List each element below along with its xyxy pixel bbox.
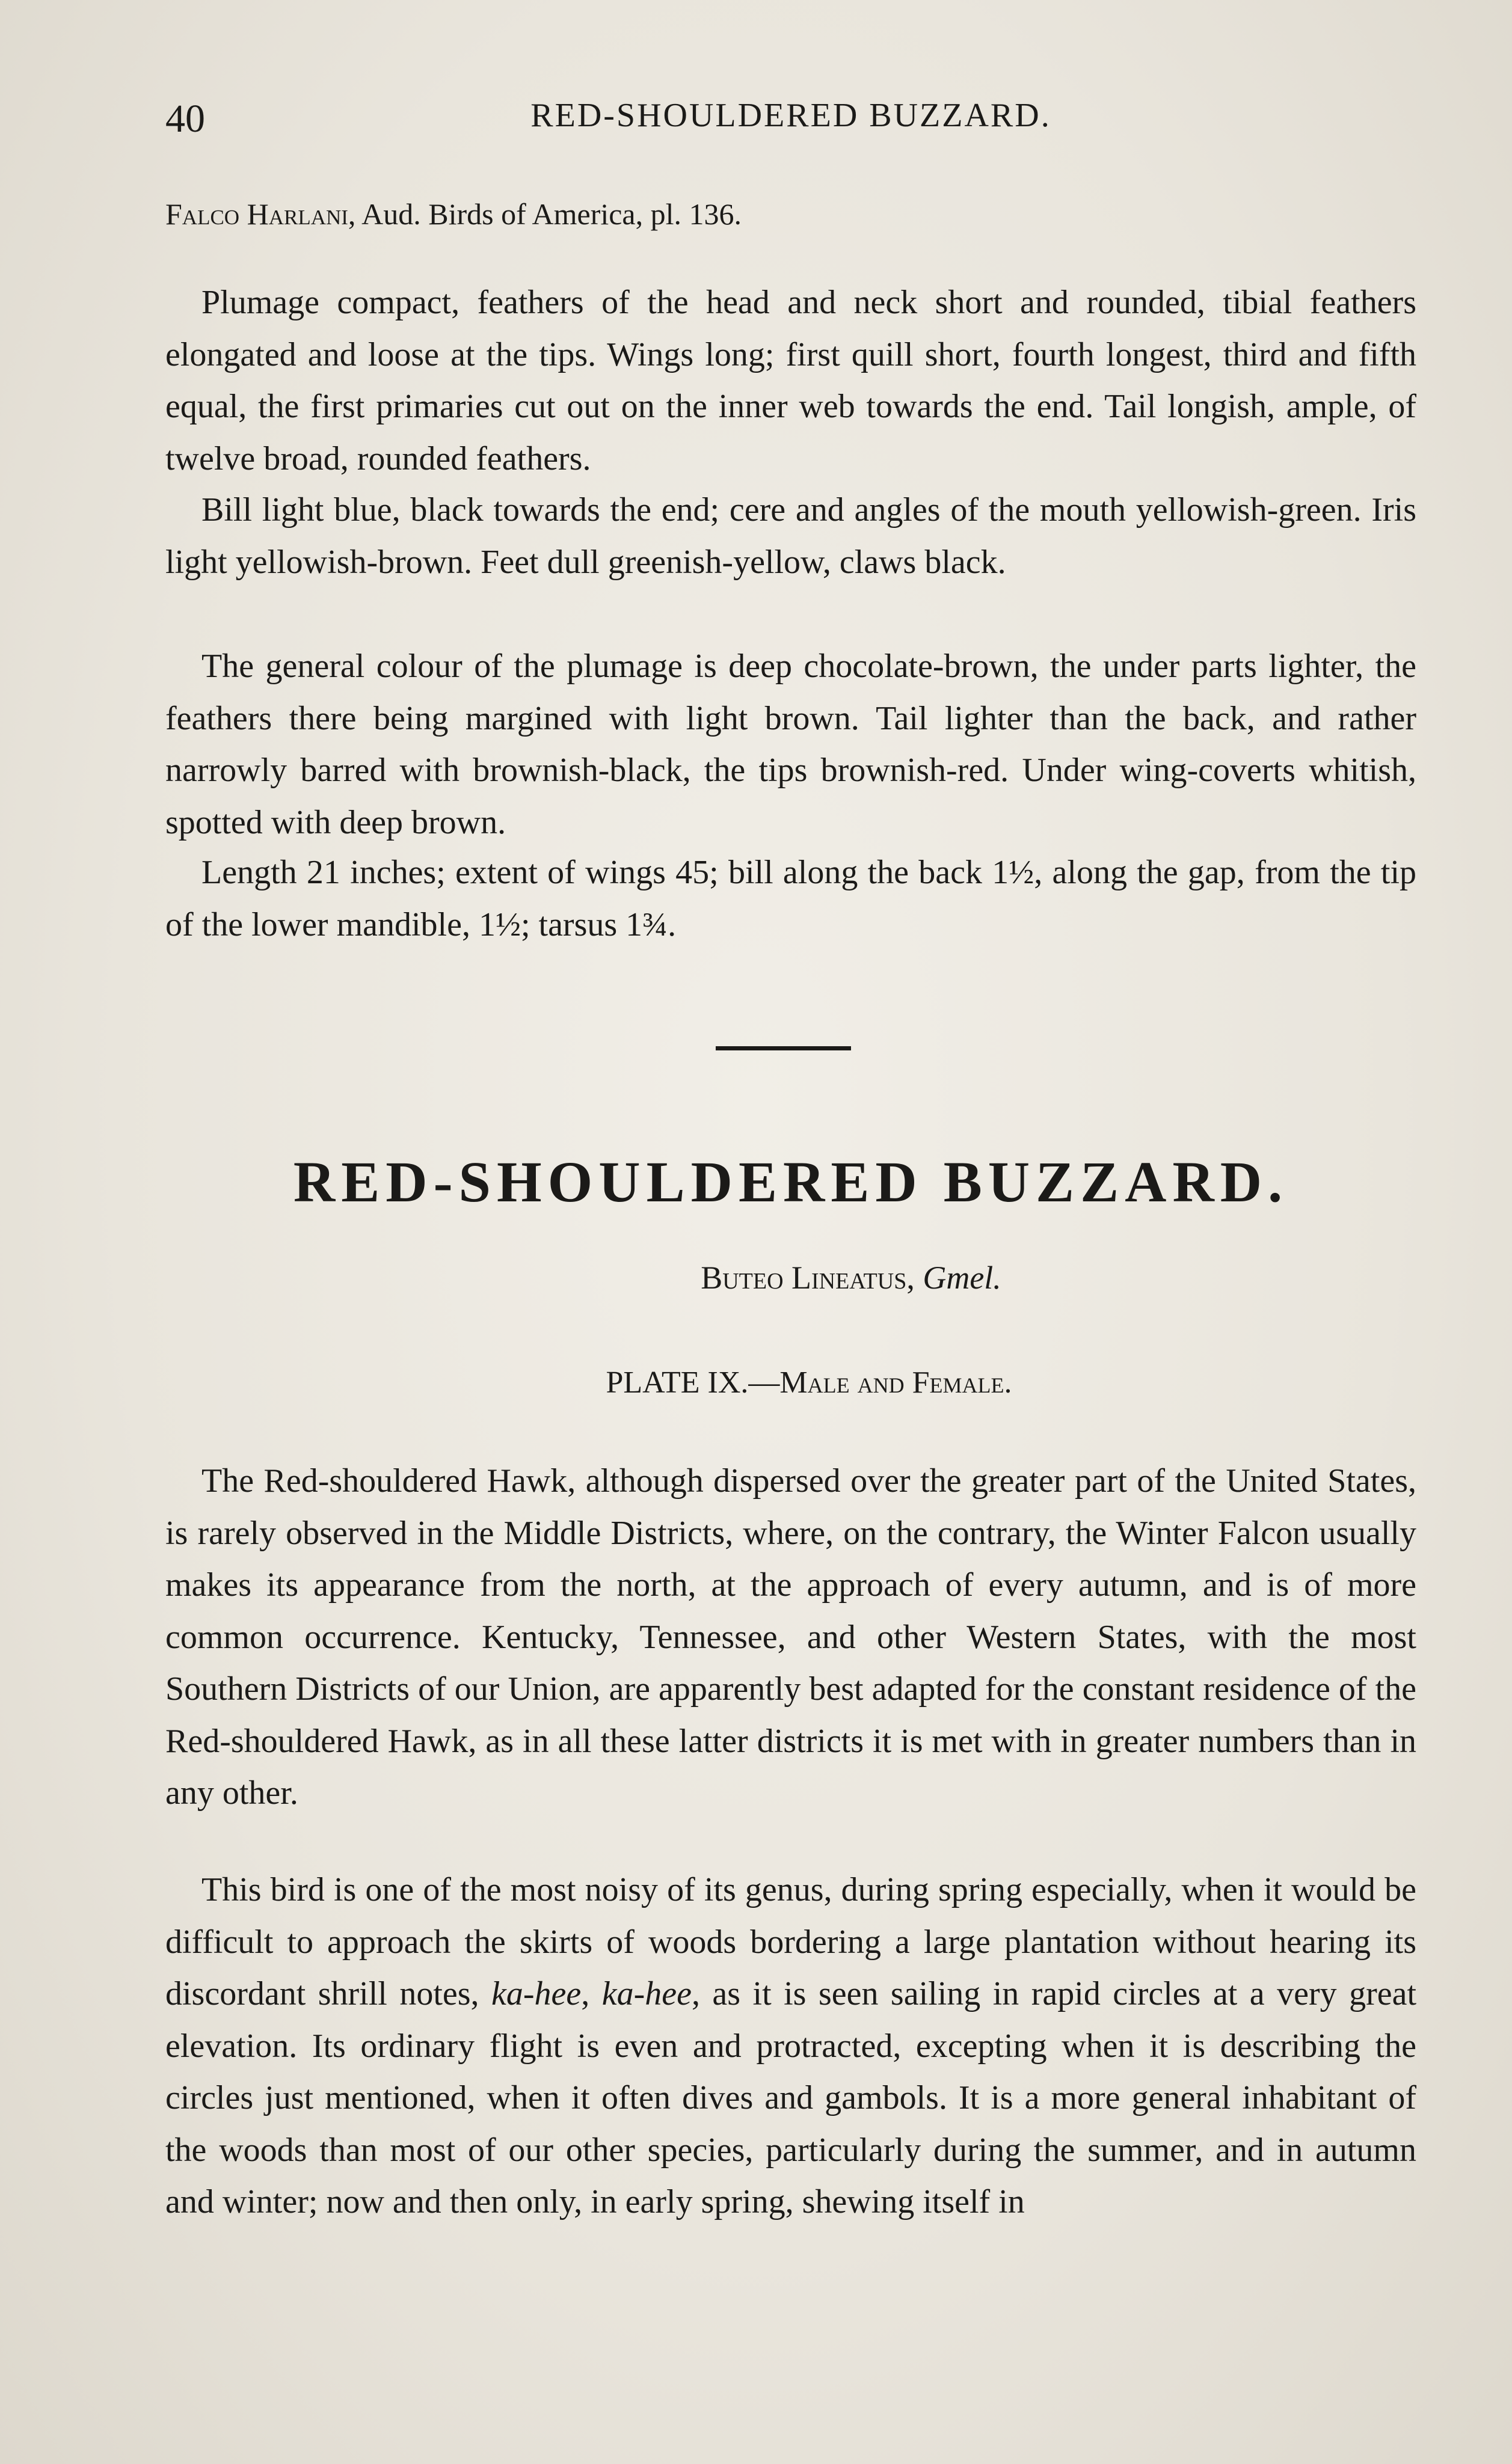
call-separator: , <box>581 1975 602 2012</box>
running-head: RED-SHOULDERED BUZZARD. <box>530 97 1051 134</box>
body-paragraph-2-part2: , as it is seen sailing in rapid circles at a very great elevation. Its ordinary flight is even and protracted, excepting when it is describing the circles just mentioned, when it often dives and gambols. It is a more general inhabitant of the woods than most of our other species, particularly during the summer, and in autumn and winter; now and then only, in early spring, shewing itself in <box>165 1975 1417 2220</box>
call-notes-2: ka-hee <box>601 1975 692 2012</box>
call-notes-1: ka-hee <box>491 1975 582 2012</box>
plate-label: PLATE IX.— <box>606 1365 780 1400</box>
section-title: RED-SHOULDERED BUZZARD. <box>293 1150 1289 1214</box>
body-paragraph-1: The Red-shouldered Hawk, although dispersed over the greater part of the United States, is rarely observed in the Middle Districts, where, on the contrary, the Winter Falcon usually makes its appearance from the north, at the approach of every autumn, and is of more common occurrence. Kentucky, Tennessee, and other Western States, with the most Southern Districts of our Union, are apparently best adapted for the constant residence of the Red-shouldered Hawk, as in all these latter districts it is met with in greater numbers than in any other. <box>165 1462 1416 1812</box>
plate-caption <box>165 1365 1416 1400</box>
species-author: Gmel. <box>923 1260 1001 1296</box>
measurements-paragraph: Length 21 inches; extent of wings 45; bill along the back 1½, along the gap, from the tip of the lower mandible, 1½; tarsus 1¾. <box>165 854 1416 943</box>
description-paragraph-1: Plumage compact, feathers of the head and neck short and rounded, tibial feathers elongated and loose at the tips. Wings long; first quill short, fourth longest, third and fifth equal, the first primaries cut out on the inner web towards the end. Tail longish, ample, of twelve broad, rounded feathers. <box>165 284 1416 477</box>
page-header <box>165 96 1416 150</box>
synonym-name: Falco Harlani <box>165 197 348 231</box>
page-number: 40 <box>165 97 205 141</box>
description-paragraph-3: The general colour of the plumage is deep chocolate-brown, the under parts lighter, the feathers there being margined with light brown. Tail lighter than the back, and rather narrowly barred with brownish-black, the tips brownish-red. Under wing-coverts whitish, spotted with deep brown. <box>165 648 1416 841</box>
description-paragraph-2: Bill light blue, black towards the end; cere and angles of the mouth yellowish-green. Iris light yellowish-brown. Feet dull greenish-yellow, claws black. <box>165 491 1416 581</box>
species-name: Buteo Lineatus <box>701 1260 907 1296</box>
body-paragraph-2-part1: This bird is one of the most noisy of its genus, during spring especially, when it would be difficult to approach the skirts of woods bordering a large plantation without hearing its discordant shrill notes, <box>165 1871 1416 2012</box>
synonym-citation: , Aud. Birds of America, pl. 136. <box>348 197 742 231</box>
synonym-line <box>165 190 1416 238</box>
section-divider <box>716 1046 851 1050</box>
plate-subject: Male and Female. <box>779 1365 1012 1400</box>
species-line: Buteo Lineatus, Gmel. <box>701 1260 1001 1296</box>
body-paragraph-2 <box>165 1864 1416 2228</box>
